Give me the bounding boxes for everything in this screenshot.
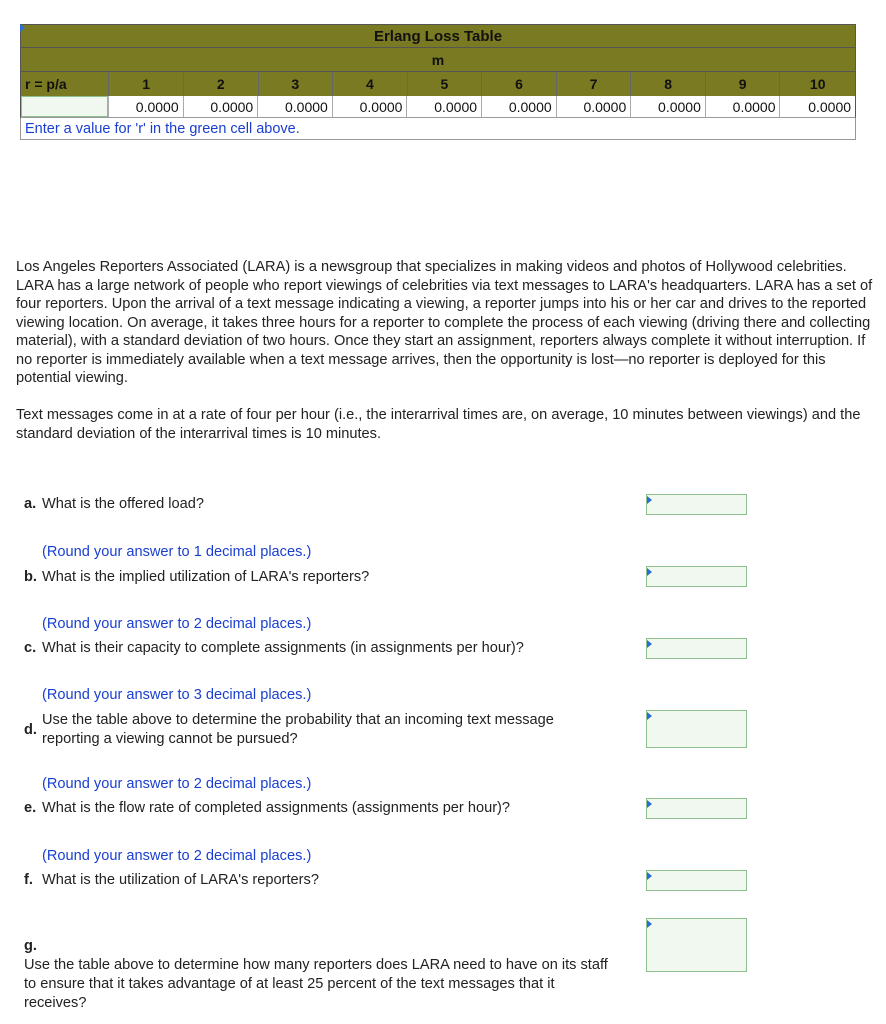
- problem-paragraph-1: Los Angeles Reporters Associated (LARA) is a newsgroup that specializes in making videos and photos of Hollywood celebrities. LARA has a large network of people who report viewings of celebrities via text messages to LARA's headquarters. LARA has a set of four reporters. Upon the arrival of a text message indicating a viewing, a reporter jumps into his or her car and drives to the reported viewing location. On average, it takes three hours for a reporter to complete the process of each viewing (driving there and collecting material), with a standard deviation of two hours. Once they start an assignment, reporters always complete it without interruption. If no reporter is immediately available when a text message arrives, then the opportunity is lost—no reporter is deployed for this potential viewing.: [16, 259, 873, 386]
- input-marker-icon: [647, 872, 652, 880]
- answer-g-input[interactable]: [646, 918, 747, 972]
- column-header: 7: [557, 72, 632, 96]
- rounding-hint: (Round your answer to 2 decimal places.): [42, 848, 312, 864]
- column-header: 6: [482, 72, 557, 96]
- question-text: What is their capacity to complete assignments (in assignments per hour)?: [42, 640, 524, 656]
- rounding-hint: (Round your answer to 1 decimal places.): [42, 544, 312, 560]
- column-header: 10: [809, 76, 826, 92]
- answer-d-input[interactable]: [646, 710, 747, 748]
- question-label: g.: [24, 938, 37, 954]
- question-label: a.: [24, 496, 37, 512]
- column-header-row: [20, 72, 856, 96]
- column-header: 4: [333, 72, 408, 96]
- question-e: [24, 799, 624, 818]
- question-text: What is the utilization of LARA's reporters?: [42, 872, 319, 888]
- table-cell: 0.0000: [631, 96, 706, 117]
- question-label: b.: [24, 569, 37, 585]
- table-cell: 0.0000: [808, 98, 852, 115]
- table-title: Erlang Loss Table: [20, 24, 856, 48]
- m-header: m: [20, 48, 856, 72]
- column-header: 9: [706, 72, 781, 96]
- question-g: [24, 918, 624, 1013]
- answer-c-input[interactable]: [646, 638, 747, 659]
- answer-f-input[interactable]: [646, 870, 747, 891]
- r-input-cell[interactable]: [21, 96, 109, 117]
- table-instruction: Enter a value for 'r' in the green cell above.: [20, 118, 856, 140]
- table-cell: 0.0000: [333, 96, 408, 117]
- question-b: [24, 568, 624, 587]
- problem-paragraph-2: Text messages come in at a rate of four per hour (i.e., the interarrival times are, on average, 10 minutes between viewings) and the standard deviation of the interarrival times is 10 minutes.: [16, 407, 861, 442]
- answer-e-input[interactable]: [646, 798, 747, 819]
- table-cell: 0.0000: [706, 96, 781, 117]
- erlang-loss-table: [20, 24, 856, 140]
- values-row: [20, 96, 856, 118]
- question-text: What is the implied utilization of LARA's reporters?: [42, 569, 370, 585]
- column-header: 2: [184, 72, 259, 96]
- question-text: What is the offered load?: [42, 496, 204, 512]
- rounding-hint: (Round your answer to 2 decimal places.): [42, 616, 312, 632]
- question-d: [24, 711, 624, 749]
- column-header: 5: [408, 72, 483, 96]
- table-cell: 0.0000: [109, 96, 184, 117]
- rounding-hint: (Round your answer to 2 decimal places.): [42, 776, 312, 792]
- table-cell: 0.0000: [184, 96, 259, 117]
- input-marker-icon: [647, 496, 652, 504]
- input-marker-icon: [647, 800, 652, 808]
- table-cell: 0.0000: [482, 96, 557, 117]
- rounding-hint: (Round your answer to 3 decimal places.): [42, 687, 312, 703]
- r-input[interactable]: [21, 96, 108, 117]
- question-a: [24, 495, 624, 514]
- column-header: 1: [109, 72, 184, 96]
- input-marker-icon: [20, 24, 25, 32]
- input-marker-icon: [647, 920, 652, 928]
- table-cell: 0.0000: [407, 96, 482, 117]
- r-label: r = p/a: [21, 72, 109, 96]
- input-marker-icon: [647, 712, 652, 720]
- question-f: [24, 871, 624, 890]
- answer-a-input[interactable]: [646, 494, 747, 515]
- question-text: Use the table above to determine the probability that an incoming text message reporting a viewing cannot be pursued?: [42, 712, 554, 747]
- input-marker-icon: [647, 640, 652, 648]
- question-label: e.: [24, 800, 37, 816]
- question-label: f.: [24, 872, 33, 888]
- column-header: 3: [259, 72, 334, 96]
- question-text: What is the flow rate of completed assignments (assignments per hour)?: [42, 800, 511, 816]
- table-cell: 0.0000: [557, 96, 632, 117]
- question-text: Use the table above to determine how many reporters does LARA need to have on its staff to ensure that it takes advantage of at least 25 percent of the text messages that it receives?: [24, 957, 608, 1011]
- answer-b-input[interactable]: [646, 566, 747, 587]
- table-cell: 0.0000: [258, 96, 333, 117]
- question-label: d.: [24, 722, 37, 738]
- question-c: [24, 639, 624, 658]
- input-marker-icon: [647, 568, 652, 576]
- question-label: c.: [24, 640, 37, 656]
- column-header: 8: [631, 72, 706, 96]
